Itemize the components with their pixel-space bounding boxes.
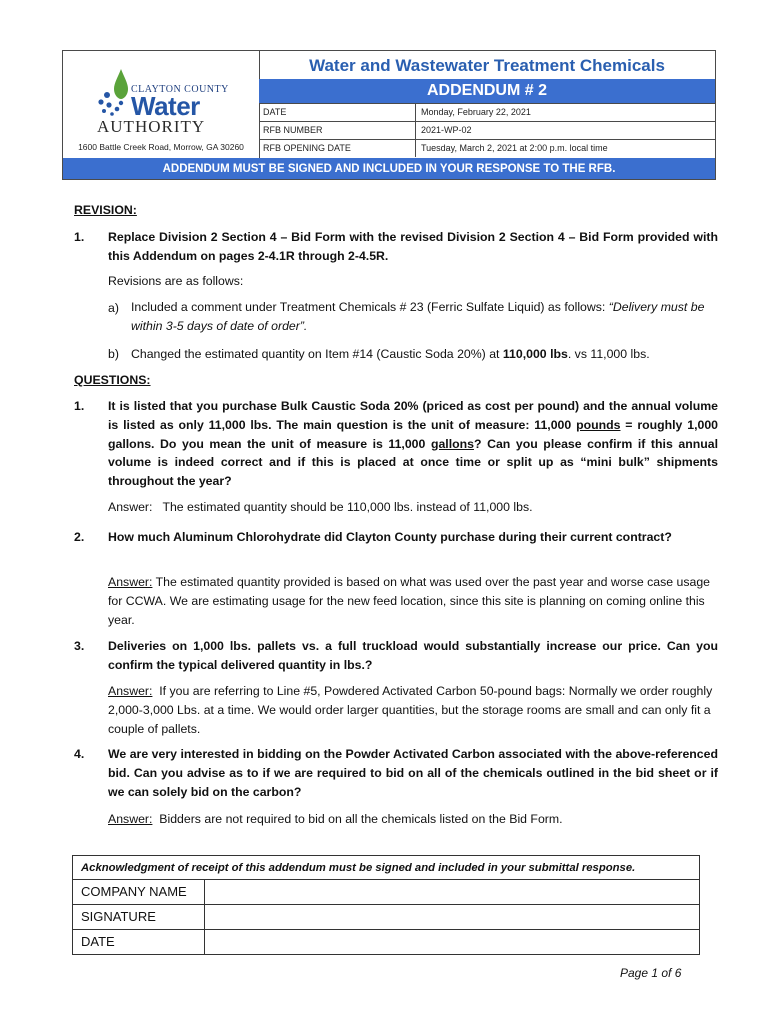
- question-2-text: How much Aluminum Chlorohydrate did Clayton County purchase during their current contract?: [108, 530, 672, 544]
- question-1-number: 1.: [74, 399, 85, 413]
- sign-banner: ADDENDUM MUST BE SIGNED AND INCLUDED IN YOUR RESPONSE TO THE RFB.: [62, 158, 716, 180]
- revision-a-quote: “Delivery must be within 3-5 days of date of order”.: [131, 300, 705, 333]
- title-cell: [259, 51, 715, 80]
- logo-authority-text: AUTHORITY: [97, 117, 206, 136]
- question-2-number: 2.: [74, 530, 85, 544]
- document-title: Water and Wastewater Treatment Chemicals: [309, 56, 665, 75]
- question-1-part2: = roughly 1,000 gallons. Do you mean the unit of measure is 11,000: [108, 417, 718, 451]
- info-label: RFB OPENING DATE: [263, 143, 351, 153]
- question-1-underline-gallons: gallons: [430, 436, 474, 451]
- answer-3: [108, 682, 718, 738]
- acknowledgment-heading: Acknowledgment of receipt of this addendum must be signed and included in your submittal response.: [73, 856, 699, 880]
- address: 1600 Battle Creek Road, Morrow, GA 30260: [78, 142, 244, 152]
- info-row-opening-date: [259, 139, 715, 157]
- question-4-number: 4.: [74, 747, 85, 761]
- revision-intro: Revisions are as follows:: [108, 274, 244, 288]
- logo-county-text: CLAYTON COUNTY: [131, 84, 229, 95]
- revision-heading: REVISION:: [74, 203, 137, 217]
- page-number: Page 1 of 6: [620, 966, 682, 980]
- ack-label: DATE: [81, 934, 115, 949]
- info-value: Monday, February 22, 2021: [421, 107, 531, 117]
- ack-label: SIGNATURE: [81, 909, 156, 924]
- questions-heading: QUESTIONS:: [74, 373, 151, 387]
- answer-3-text: If you are referring to Line #5, Powdered Activated Carbon 50-pound bags: Normally we order roughly 2,000-3,000 Lbs. at a time. We would order larger quantities, but the storage rooms are small and can only fit a couple of pallets.: [108, 684, 713, 736]
- question-1-text: [108, 397, 718, 491]
- revision-b-text1: Changed the estimated quantity on Item #14 (Caustic Soda 20%) at: [131, 347, 500, 361]
- revision-number: 1.: [74, 230, 85, 244]
- answer-2-text: The estimated quantity provided is based on what was used over the past year and worse case usage for CCWA. We are estimating usage for the new feed location, since this site is planning on coming online this year.: [108, 575, 710, 627]
- addendum-header: [62, 50, 716, 159]
- answer-label: Answer:: [108, 575, 153, 589]
- addendum-number: ADDENDUM # 2: [426, 82, 547, 99]
- info-value: Tuesday, March 2, 2021 at 2:00 p.m. local time: [421, 143, 608, 153]
- revision-b-text2: . vs 11,000 lbs.: [567, 347, 650, 361]
- question-1-part1: It is listed that you purchase Bulk Caustic Soda 20% (priced as cost per pound) and the annual volume is listed as only 11,000 lbs. The main question is the unit of measure: 11,000: [108, 399, 718, 432]
- logo-water-text: Water: [131, 91, 200, 121]
- answer-2: [108, 573, 718, 629]
- revision-b-label: b): [108, 347, 119, 361]
- info-row-rfb-number: [259, 121, 715, 140]
- water-drops-icon: [97, 69, 131, 117]
- revision-text: Replace Division 2 Section 4 – Bid Form with the revised Division 2 Section 4 – Bid Form provided with this Addendum on pages 2-4.1R through 2-4.5R.: [108, 230, 718, 263]
- revision-b-item: [131, 346, 650, 364]
- question-1-part3: ? Can you please confirm if this annual volume is indeed correct and if this is placed at once time or split up as “mini bulk” shipments throughout the year?: [108, 436, 718, 489]
- revision-a-label: a): [108, 301, 119, 315]
- answer-label: Answer:: [108, 812, 153, 826]
- logo-cell: [63, 51, 260, 158]
- info-label: DATE: [263, 107, 287, 117]
- answer-label: Answer:: [108, 500, 153, 514]
- question-3-number: 3.: [74, 639, 85, 653]
- info-label: RFB NUMBER: [263, 125, 323, 135]
- revision-a-item: [131, 298, 718, 336]
- info-value: 2021-WP-02: [421, 125, 472, 135]
- question-3-text: Deliveries on 1,000 lbs. pallets vs. a full truckload would substantially increase our price. Can you confirm the typical delivered quantity in lbs.?: [108, 639, 718, 672]
- question-4-text: We are very interested in bidding on the Powder Activated Carbon associated with the above-referenced bid. Can you advise as to if we are required to bid on all of the chemicals outlined in the bid sheet or if we can solely bid on the carbon?: [108, 747, 718, 799]
- answer-label: Answer:: [108, 684, 153, 698]
- revision-a-text: Included a comment under Treatment Chemicals # 23 (Ferric Sulfate Liquid) as follows:: [131, 300, 606, 314]
- answer-1-text: The estimated quantity should be 110,000 lbs. instead of 11,000 lbs.: [162, 500, 533, 514]
- answer-1: [108, 499, 533, 517]
- info-row-date: [259, 103, 715, 122]
- answer-4-text: Bidders are not required to bid on all the chemicals listed on the Bid Form.: [159, 812, 563, 826]
- ack-label: COMPANY NAME: [81, 884, 187, 899]
- question-1-underline-pounds: pounds: [576, 417, 621, 432]
- acknowledgment-table: [72, 855, 700, 955]
- revision-b-bold: 110,000 lbs: [502, 347, 568, 361]
- ack-row-company-name: [73, 880, 699, 905]
- answer-4: [108, 811, 563, 829]
- ack-row-signature: [73, 905, 699, 930]
- addendum-cell: [259, 79, 715, 104]
- ack-row-date: [73, 930, 699, 954]
